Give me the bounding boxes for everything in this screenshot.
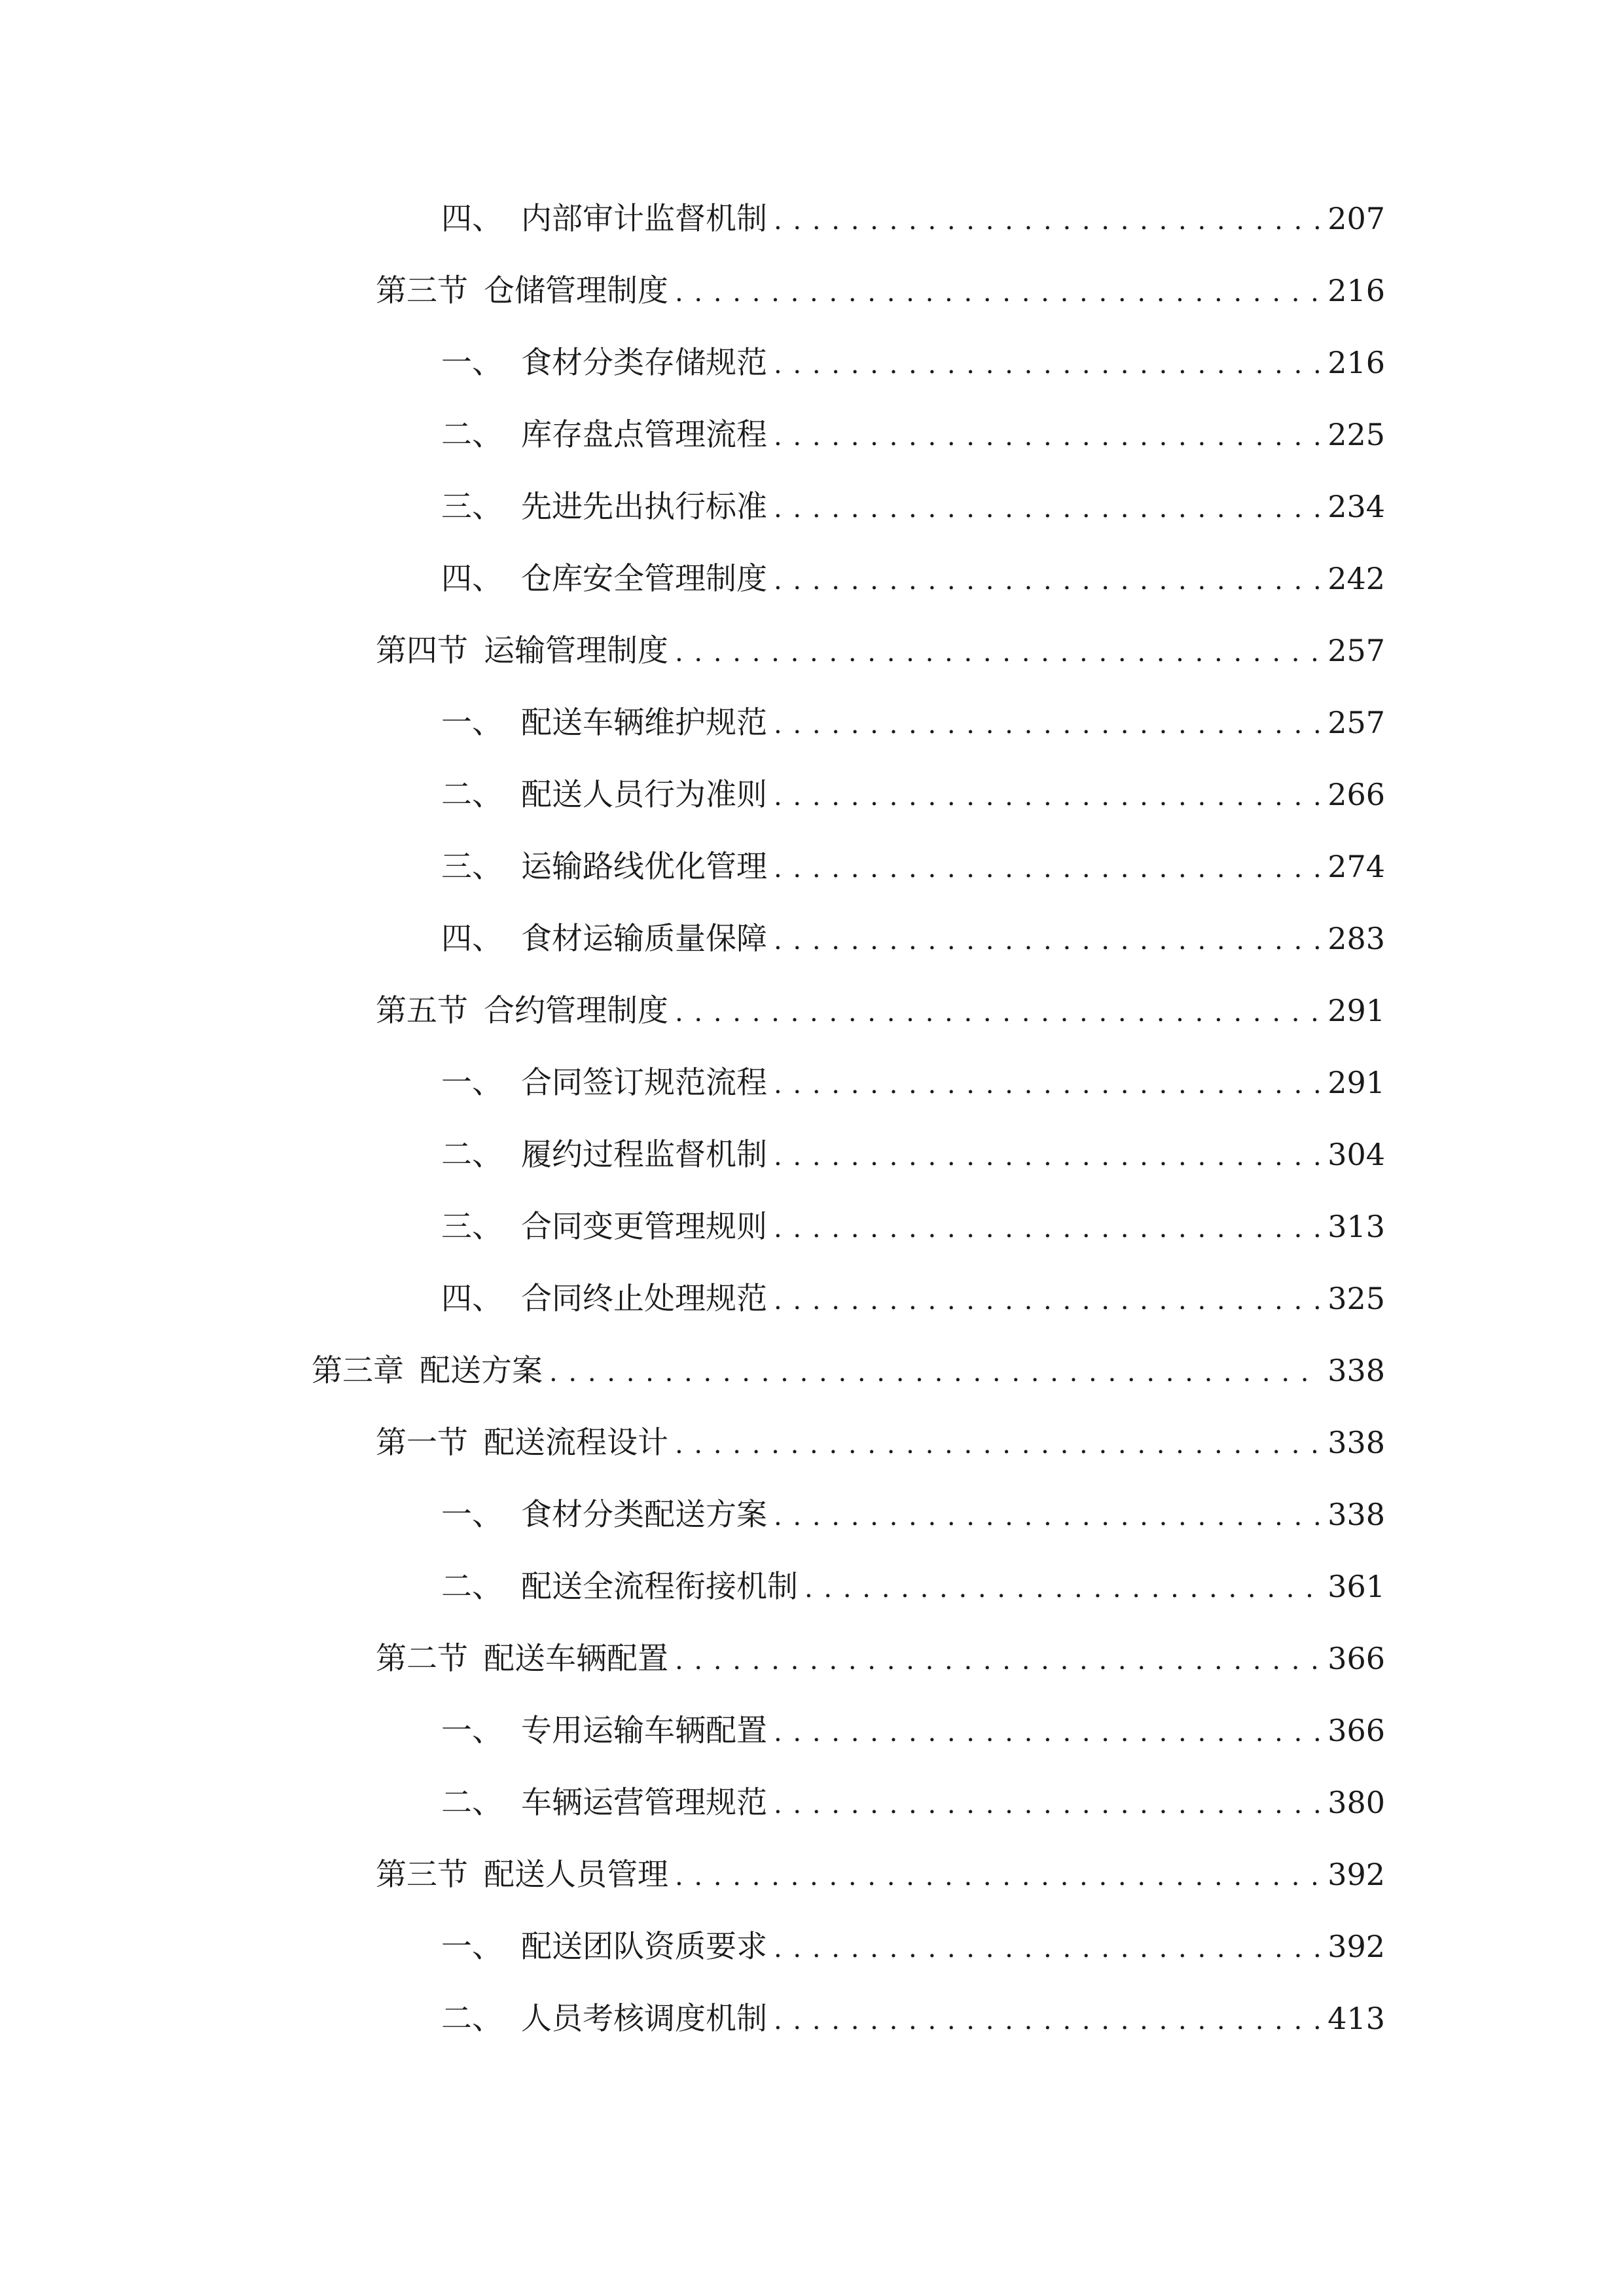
toc-entry-page: 366 (1327, 1641, 1385, 1676)
toc-entry[interactable] (441, 1992, 1385, 2045)
toc-entry-page: 325 (1327, 1281, 1385, 1316)
toc-entry-number: 二、 (441, 2001, 503, 2037)
dot-leader (675, 1850, 1320, 1903)
dot-leader (774, 194, 1320, 247)
dot-leader (774, 338, 1320, 391)
toc-entry-number: 第三章 (312, 1353, 404, 1389)
toc-entry-number: 二、 (441, 1569, 503, 1605)
toc-entry-title: 配送流程设计 (484, 1425, 668, 1461)
toc-entry-page: 392 (1327, 1857, 1385, 1892)
toc-entry[interactable] (441, 336, 1385, 389)
toc-entry-page: 216 (1327, 273, 1385, 308)
toc-entry[interactable] (441, 1272, 1385, 1325)
toc-entry-page: 291 (1327, 993, 1385, 1028)
toc-entry-number: 第一节 (376, 1425, 468, 1461)
toc-entry-number: 二、 (441, 1137, 503, 1173)
toc-entry-title: 履约过程监督机制 (521, 1137, 767, 1173)
toc-entry-page: 338 (1327, 1497, 1385, 1532)
toc-entry-number: 三、 (441, 489, 503, 525)
dot-leader (774, 1994, 1320, 2047)
toc-entry[interactable] (441, 192, 1385, 245)
toc-entry-title: 食材分类配送方案 (521, 1497, 767, 1533)
toc-entry-number: 二、 (441, 1785, 503, 1821)
toc-entry-page: 257 (1327, 633, 1385, 668)
toc-entry-title: 内部审计监督机制 (521, 201, 767, 237)
toc-entry-page: 338 (1327, 1425, 1385, 1460)
dot-leader (675, 626, 1320, 679)
toc-entry-number: 二、 (441, 417, 503, 453)
toc-entry-title: 配送团队资质要求 (521, 1929, 767, 1965)
dot-leader (774, 1778, 1320, 1831)
toc-entry-page: 380 (1327, 1785, 1385, 1820)
toc-entry[interactable] (441, 1200, 1385, 1253)
toc-entry-page: 274 (1327, 849, 1385, 884)
toc-entry[interactable] (376, 264, 1385, 317)
dot-leader (774, 482, 1320, 535)
toc-entry-number: 第二节 (376, 1641, 468, 1677)
toc-entry-page: 338 (1327, 1353, 1385, 1388)
toc-entry-title: 配送人员行为准则 (521, 777, 767, 813)
toc-entry[interactable] (441, 480, 1385, 533)
toc-entry-page: 225 (1327, 417, 1385, 452)
dot-leader (774, 1130, 1320, 1183)
toc-entry-number: 第四节 (376, 633, 468, 669)
toc-entry-title: 合约管理制度 (484, 993, 668, 1029)
toc-entry-title: 配送车辆维护规范 (521, 705, 767, 741)
toc-entry-page: 283 (1327, 921, 1385, 956)
dot-leader (774, 1706, 1320, 1759)
toc-entry-page: 257 (1327, 705, 1385, 740)
dot-leader (549, 1346, 1320, 1399)
toc-entry-title: 仓储管理制度 (484, 273, 668, 309)
toc-entry-title: 仓库安全管理制度 (521, 561, 767, 597)
dot-leader (774, 1202, 1320, 1255)
toc-entry-number: 一、 (441, 1065, 503, 1101)
dot-leader (675, 1418, 1320, 1471)
toc-entry[interactable] (441, 768, 1385, 821)
toc-entry-page: 242 (1327, 561, 1385, 596)
dot-leader (774, 554, 1320, 607)
toc-entry-title: 运输管理制度 (484, 633, 668, 669)
toc-entry-number: 三、 (441, 849, 503, 885)
toc-entry-number: 第三节 (376, 1857, 468, 1893)
dot-leader (774, 1058, 1320, 1111)
dot-leader (675, 1634, 1320, 1687)
toc-entry-title: 专用运输车辆配置 (521, 1713, 767, 1749)
toc-entry-page: 207 (1327, 201, 1385, 236)
toc-entry-number: 一、 (441, 345, 503, 381)
toc-entry-number: 第五节 (376, 993, 468, 1029)
toc-entry[interactable] (376, 1632, 1385, 1685)
toc-entry-number: 四、 (441, 1281, 503, 1317)
toc-entry-title: 人员考核调度机制 (521, 2001, 767, 2037)
toc-entry-page: 216 (1327, 345, 1385, 380)
toc-entry-page: 313 (1327, 1209, 1385, 1244)
toc-entry-title: 配送方案 (420, 1353, 543, 1389)
toc-entry[interactable] (441, 1128, 1385, 1181)
toc-entry-title: 食材分类存储规范 (521, 345, 767, 381)
toc-entry-page: 234 (1327, 489, 1385, 524)
dot-leader (774, 1274, 1320, 1327)
dot-leader (774, 1922, 1320, 1975)
toc-entry[interactable] (441, 1488, 1385, 1541)
toc-entry[interactable] (441, 912, 1385, 965)
toc-entry[interactable] (376, 624, 1385, 677)
toc-entry[interactable] (441, 1704, 1385, 1757)
toc-entry[interactable] (441, 696, 1385, 749)
toc-entry-number: 三、 (441, 1209, 503, 1245)
dot-leader (774, 1490, 1320, 1543)
toc-entry-page: 361 (1327, 1569, 1385, 1604)
dot-leader (774, 698, 1320, 751)
toc-entry[interactable] (376, 1416, 1385, 1469)
toc-entry-number: 一、 (441, 1497, 503, 1533)
toc-entry-title: 合同签订规范流程 (521, 1065, 767, 1101)
dot-leader (774, 914, 1320, 967)
toc-entry-title: 合同终止处理规范 (521, 1281, 767, 1317)
toc-entry-page: 266 (1327, 777, 1385, 812)
toc-entry-page: 413 (1327, 2001, 1385, 2036)
toc-entry[interactable] (441, 1056, 1385, 1109)
toc-entry[interactable] (441, 552, 1385, 605)
toc-entry-number: 四、 (441, 201, 503, 237)
toc-entry[interactable] (376, 984, 1385, 1037)
dot-leader (774, 410, 1320, 463)
toc-entry[interactable] (441, 840, 1385, 893)
toc-entry-page: 366 (1327, 1713, 1385, 1748)
toc-entry-title: 合同变更管理规则 (521, 1209, 767, 1245)
toc-entry[interactable] (441, 1920, 1385, 1973)
toc-entry-title: 车辆运营管理规范 (521, 1785, 767, 1821)
toc-entry-title: 配送人员管理 (484, 1857, 668, 1893)
toc-entry[interactable] (376, 1848, 1385, 1901)
toc-entry-title: 运输路线优化管理 (521, 849, 767, 885)
toc-entry-number: 一、 (441, 1713, 503, 1749)
dot-leader (774, 770, 1320, 823)
dot-leader (675, 266, 1320, 319)
toc-entry-number: 四、 (441, 561, 503, 597)
dot-leader (804, 1562, 1320, 1615)
toc-entry[interactable] (312, 1344, 1385, 1397)
toc-entry-page: 304 (1327, 1137, 1385, 1172)
toc-entry-page: 392 (1327, 1929, 1385, 1964)
toc-entry-number: 第三节 (376, 273, 468, 309)
dot-leader (675, 986, 1320, 1039)
toc-entry[interactable] (441, 1776, 1385, 1829)
toc-entry[interactable] (441, 408, 1385, 461)
toc-entry-page: 291 (1327, 1065, 1385, 1100)
toc-entry-title: 配送全流程衔接机制 (521, 1569, 798, 1605)
toc-entry-number: 二、 (441, 777, 503, 813)
toc-entry-number: 一、 (441, 705, 503, 741)
toc-entry-title: 先进先出执行标准 (521, 489, 767, 525)
toc-entry-title: 食材运输质量保障 (521, 921, 767, 957)
toc-entry-title: 配送车辆配置 (484, 1641, 668, 1677)
toc-entry-number: 四、 (441, 921, 503, 957)
toc-entry[interactable] (441, 1560, 1385, 1613)
toc-entry-number: 一、 (441, 1929, 503, 1965)
toc-entry-title: 库存盘点管理流程 (521, 417, 767, 453)
dot-leader (774, 842, 1320, 895)
